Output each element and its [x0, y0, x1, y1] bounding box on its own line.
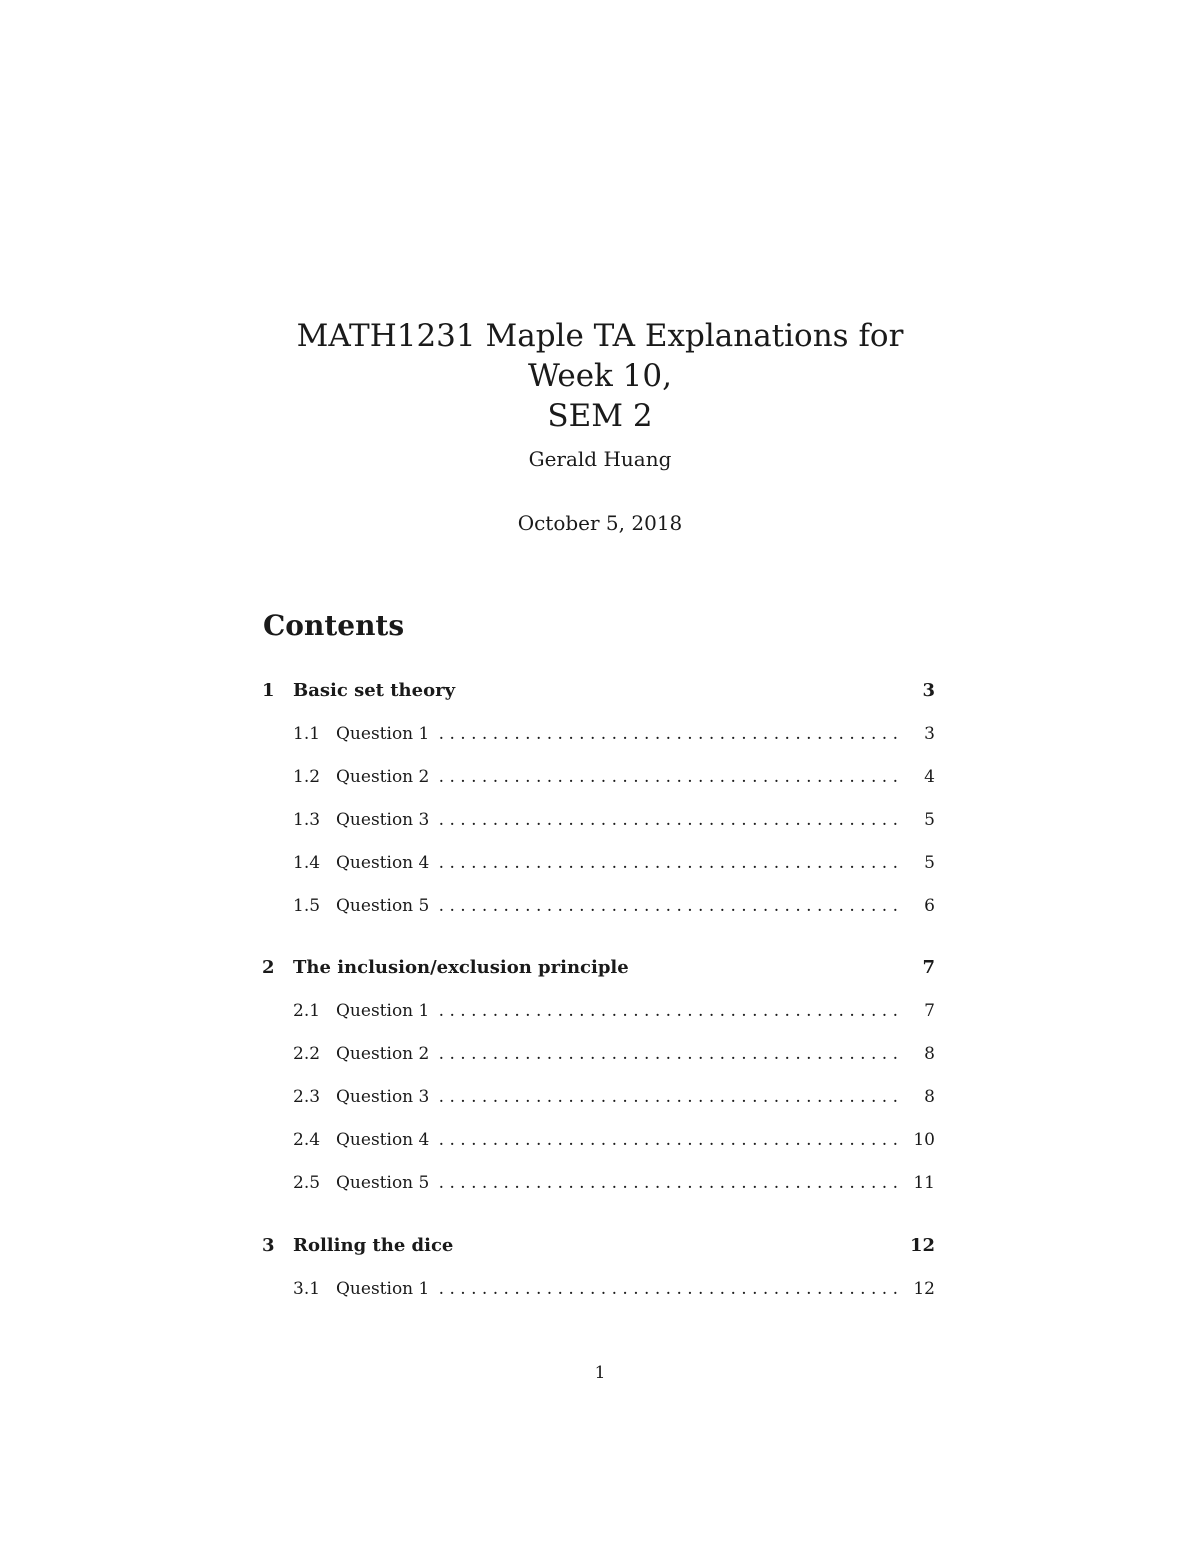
toc-leader-dots: . . . . . . . . . . . . . . . . . . . . . . . . . . . . . . . . . . . . . . . . . . .	[438, 810, 898, 830]
toc-section-number: 2	[262, 957, 275, 978]
toc-subsection-page: 8	[924, 1044, 935, 1064]
toc-subsection-page: 5	[924, 853, 935, 873]
toc-subsection-1-3[interactable]	[262, 808, 938, 832]
toc-subsection-number: 1.2	[293, 767, 321, 787]
toc-section-page: 3	[922, 680, 935, 701]
toc-subsection-page: 10	[913, 1130, 935, 1150]
toc-subsection-title: Question 4	[336, 1128, 433, 1152]
toc-subsection-page: 6	[924, 896, 935, 916]
toc-leader-dots: . . . . . . . . . . . . . . . . . . . . . . . . . . . . . . . . . . . . . . . . . . .	[438, 1130, 898, 1150]
toc-leader-dots: . . . . . . . . . . . . . . . . . . . . . . . . . . . . . . . . . . . . . . . . . . .	[438, 1279, 898, 1299]
toc-subsection-title: Question 1	[336, 1277, 433, 1301]
toc-section-3[interactable]	[262, 1233, 938, 1259]
toc-section-2[interactable]	[262, 955, 938, 981]
toc-subsection-1-1[interactable]	[262, 722, 938, 746]
toc-section-page: 12	[909, 1235, 935, 1256]
toc-subsection-2-4[interactable]	[262, 1128, 938, 1152]
date: October 5, 2018	[517, 511, 683, 535]
toc-section-title: The inclusion/exclusion principle	[293, 957, 629, 978]
toc-leader-dots: . . . . . . . . . . . . . . . . . . . . . . . . . . . . . . . . . . . . . . . . . . .	[438, 1001, 898, 1021]
document-title	[262, 316, 938, 436]
toc-subsection-1-2[interactable]	[262, 765, 938, 789]
toc-leader-dots: . . . . . . . . . . . . . . . . . . . . . . . . . . . . . . . . . . . . . . . . . . .	[438, 1087, 898, 1107]
toc-subsection-number: 1.5	[293, 896, 321, 916]
toc-subsection-page: 4	[924, 767, 935, 787]
toc-subsection-page: 3	[924, 724, 935, 744]
toc-subsection-title: Question 1	[336, 722, 433, 746]
toc-subsection-title: Question 2	[336, 765, 433, 789]
toc-section-1[interactable]	[262, 678, 938, 704]
toc-subsection-number: 2.5	[293, 1173, 321, 1193]
toc-subsection-page: 11	[913, 1173, 935, 1193]
toc-subsection-number: 2.1	[293, 1001, 321, 1021]
toc-section-page: 7	[922, 957, 935, 978]
toc-subsection-number: 1.3	[293, 810, 321, 830]
page-number: 1	[594, 1363, 606, 1383]
toc-leader-dots: . . . . . . . . . . . . . . . . . . . . . . . . . . . . . . . . . . . . . . . . . . .	[438, 853, 898, 873]
toc-subsection-number: 1.1	[293, 724, 321, 744]
toc-subsection-2-1[interactable]	[262, 999, 938, 1023]
toc-subsection-title: Question 3	[336, 808, 433, 832]
toc-subsection-title: Question 5	[336, 894, 433, 918]
toc-subsection-1-5[interactable]	[262, 894, 938, 918]
toc-section-title: Basic set theory	[293, 680, 456, 701]
toc-subsection-2-2[interactable]	[262, 1042, 938, 1066]
toc-subsection-3-1[interactable]	[262, 1277, 938, 1301]
toc-subsection-2-3[interactable]	[262, 1085, 938, 1109]
toc-leader-dots: . . . . . . . . . . . . . . . . . . . . . . . . . . . . . . . . . . . . . . . . . . .	[438, 896, 898, 916]
toc-subsection-title: Question 5	[336, 1171, 433, 1195]
toc-leader-dots: . . . . . . . . . . . . . . . . . . . . . . . . . . . . . . . . . . . . . . . . . . .	[438, 767, 898, 787]
toc-subsection-page: 12	[913, 1279, 935, 1299]
toc-leader-dots: . . . . . . . . . . . . . . . . . . . . . . . . . . . . . . . . . . . . . . . . . . .	[438, 1173, 898, 1193]
toc-section-title: Rolling the dice	[293, 1235, 454, 1256]
toc-subsection-title: Question 1	[336, 999, 433, 1023]
contents-heading: Contents	[263, 609, 405, 642]
title-line-1: MATH1231 Maple TA Explanations for Week 10,	[296, 318, 904, 394]
toc-subsection-number: 1.4	[293, 853, 321, 873]
toc-subsection-page: 5	[924, 810, 935, 830]
toc-leader-dots: . . . . . . . . . . . . . . . . . . . . . . . . . . . . . . . . . . . . . . . . . . .	[438, 724, 898, 744]
toc-leader-dots: . . . . . . . . . . . . . . . . . . . . . . . . . . . . . . . . . . . . . . . . . . .	[438, 1044, 898, 1064]
toc-subsection-page: 8	[924, 1087, 935, 1107]
toc-subsection-2-5[interactable]	[262, 1171, 938, 1195]
toc-section-number: 3	[262, 1235, 275, 1256]
toc-section-number: 1	[262, 680, 275, 701]
toc-subsection-title: Question 2	[336, 1042, 433, 1066]
author: Gerald Huang	[528, 447, 672, 471]
toc-subsection-number: 2.3	[293, 1087, 321, 1107]
toc-subsection-number: 3.1	[293, 1279, 321, 1299]
toc-subsection-number: 2.2	[293, 1044, 321, 1064]
toc-subsection-number: 2.4	[293, 1130, 321, 1150]
toc-subsection-page: 7	[924, 1001, 935, 1021]
title-line-2: SEM 2	[547, 398, 653, 434]
toc-subsection-title: Question 3	[336, 1085, 433, 1109]
toc-subsection-title: Question 4	[336, 851, 433, 875]
toc-subsection-1-4[interactable]	[262, 851, 938, 875]
